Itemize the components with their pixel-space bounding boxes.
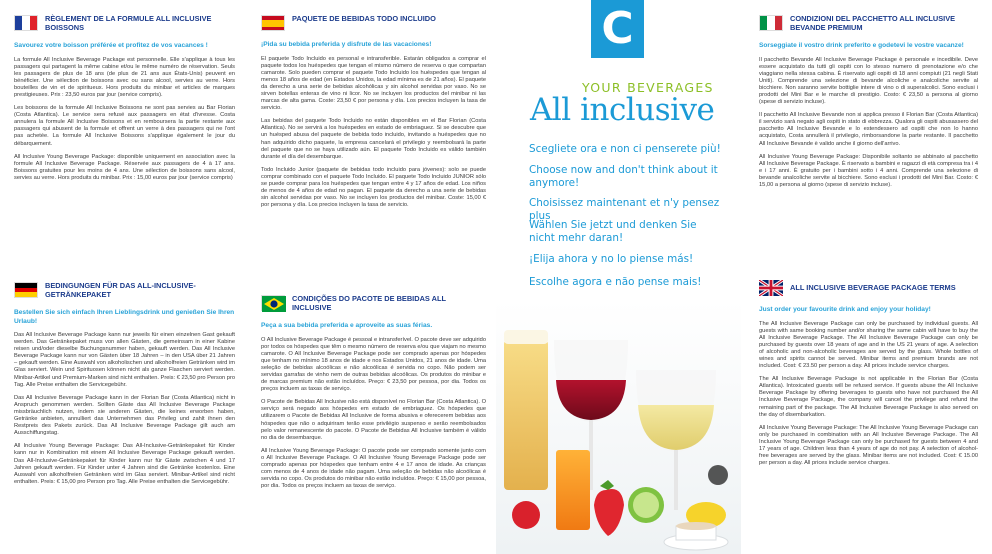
- section-es: [261, 14, 486, 215]
- section-subtitle-it: Sorseggiate il vostro drink preferito e godetevi le vostre vacanze!: [759, 42, 964, 49]
- flag-uk-icon: [759, 280, 783, 296]
- flag-germany-icon: [14, 282, 38, 298]
- paragraph: The All Inclusive Beverage Package can only be purchased by individual guests. All guests with same booking number and/or sharing the same cabin will have to buy the All Inclusive Beverage Package. The All Inclusive Beverage Package can only be purchased by guests over 18 years of age and in the US 21 years of age. A selection of alcoholic and non-alcoholic beverages are served by the glass. Whole bottles of wines and spirits cannot be served. Minibar items and premium brands are not included. Cost: € 23.50 per person a day. All prices include service charges.: [759, 320, 978, 370]
- paragraph: All Inclusive Young Beverage Package: Das All-Inclusive-Getränkepaket für Kinder kann nur in Kombination mit einem All Inclusive Beverage Package gekauft werden. Das All-Inclusive-Getränkepaket für Kinder kann nur für Gäste zwischen 4 und 17 Jahren gekauft werden. Für Kinder unter 4 Jahren sind die Getränke kostenlos. Eine Auswahl von alkoholfreien Getränken wird im Glas serviert. Minibar-Artikel sind nicht enthalten. Preis: € 15,00 pro Person pro Tag. Alle Preise enthalten die Servicegebühr.: [14, 443, 235, 485]
- section-title-es: PAQUETE DE BEBIDAS TODO INCLUIDO: [292, 14, 436, 23]
- paragraph: Todo Incluido Junior (paquete de bebidas todo incluido para jóvenes): solo se puede comprar combinado con el paquete Todo Incluido. El paquete Todo Incluido JUNIOR sólo se puede comprar para los huéspedes que tengan entre 4 y 17 años de edad. Los niños de menos de 4 años de edad no pagan. El paquete da derecho a una serie de bebidas sin alcohol servidas por vaso. No se incluyen los productos del minibar. Coste: 15,00 € por persona y día. Los precios incluyen la tasa de servicio.: [261, 166, 486, 209]
- section-title-fr: RÈGLEMENT DE LA FORMULE ALL INCLUSIVE BOISSONS: [45, 14, 212, 32]
- headline: All inclusive: [530, 92, 715, 128]
- flag-brazil-icon: [261, 295, 285, 311]
- paragraph: Les boissons de la formule All Inclusive Boissons ne sont pas servies au Bar Florian (Costa Atlantica). Le service sera refusé aux passagers en état d'ivresse. Costa annulera la formule All Inclusive Boissons et en remboursera la partie restante aux passagers qui abusent de la formule et offrent un verre à des passagers qui ne l'ont pas achetée. La formule All Inclusive Boissons s'applique également le jour du débarquement.: [14, 105, 235, 147]
- slogan-de: Wählen Sie jetzt und denken Sie nicht mehr daran!: [529, 219, 697, 244]
- drinks-photo: [496, 300, 741, 554]
- paragraph: Las bebidas del paquete Todo Incluido no están disponibles en el Bar Florian (Costa Atlantica). No se servirá a los huéspedes en estado de embriaguez. Si se descubre que un huésped abusa del paquete de bebida todo incluido, invitando a huéspedes que no han adquirido dicho paquete, la empresa cancelará el privilegio y reembolsará la parte del paquete que no se haya utilizado aún. El paquete Todo Incluido es válido también durante el día del desembarque.: [261, 118, 486, 160]
- section-subtitle-en: Just order your favourite drink and enjoy your holiday!: [759, 306, 931, 313]
- slogan-pt: Escolhe agora e não pense mais!: [529, 276, 702, 288]
- paragraph: Das All Inclusive Beverage Package kann nur jeweils für einen einzelnen Gast gekauft werden. Das Getränkepaket muss von allen Gästen, die gemeinsam in einer Kabine reisen und/oder dieselbe Buchungsnummer haben, gekauft werden. Das All Inclusive Beverage Package kann nur von Gästen über 18 Jahren – in den USA über 21 Jahren – gekauft werden. Eine Auswahl von alkoholischen und alkoholfreien Getränken wird im Glas serviert. Wein und Spirituosen können nicht als ganze Flaschen serviert werden. Minibar-Artikel und Premium-Marken sind nicht enthalten. Preis: € 23,50 pro Person pro Tag. Alle Preise enthalten die Servicegebühr.: [14, 332, 235, 388]
- paragraph: Das All Inclusive Beverage Package kann in der Florian Bar (Costa Atlantica) nicht in Anspruch genommen werden. Sollten Gäste das All Inclusive Beverage Package missbräuchlich nutzen, indem sie anderen Gästen, die keines erworben haben, Getränke anbieten, annulliert das Unternehmen das Privileg und zahlt ihnen den Restpreis des Pakets zurück. Das All Inclusive Beverage Package gilt auch am Ausschiffungstag.: [14, 394, 235, 437]
- paragraph: La formule All Inclusive Beverage Package est personnelle. Elle s'applique à tous les passagers qui partagent la même cabine et/ou le même numéro de réservation. Seuls les passagers de plus de 18 ans (de plus de 21 ans aux États-Unis) peuvent en bénéficier. Une sélection de boissons avec ou sans alcool, servies au verre. Hors bouteilles de vin et de spiritueux. Hors produits du minibar et articles de marques prestigieuses. Prix : 23,50 euros par jour (service compris).: [14, 56, 235, 98]
- section-title-en: ALL INCLUSIVE BEVERAGE PACKAGE TERMS: [790, 283, 956, 292]
- paragraph: The All Inclusive Beverage Package is not applicable in the Florian Bar (Costa Atlantica). Intoxicated guests will be refused service. If guests abuse the All Inclusive Beverage Package by offering beverages to guests who have not purchased the All Inclusive Beverage Package, the company will cancel the privilege and refund the remaining part of the package. The All Inclusive Beverage Package is also served on the day of disembarkation.: [759, 376, 978, 418]
- paragraph: All Inclusive Young Beverage Package: O pacote pode ser comprado somente junto com o All Inclusive Beverage Package. O All Inclusive Young Beverage Package pode ser comprado apenas por hóspedes que tenham entre 4 e 17 anos de idade. As crianças com menos de 4 anos de idade não pagam. Uma seleção de bebidas não alcoólicas é servida no copo. Os produtos do minibar não estão incluídos. Preço: € 15,00 por pessoa, por dia. Todos os preços incluem as taxas de serviço.: [261, 447, 486, 490]
- section-fr: [14, 14, 235, 188]
- section-subtitle-pt: Peça a sua bebida preferida e aproveite as suas férias.: [261, 322, 433, 329]
- section-it: [759, 14, 978, 195]
- paragraph: All Inclusive Young Beverage Package: The All Inclusive Young Beverage Package can only be purchased in combination with an All Inclusive Beverage Package. The All Inclusive Young Beverage Package can only be purchased for guests between 4 and 17 years of age. Children less than 4 years of age do not pay. A selection of alcohol-free beverages are served by the glass. Minibar items are not included. Cost: € 15.00 per person a day. All prices include service charges.: [759, 424, 979, 467]
- paragraph: Il pacchetto Bevande All Inclusive Beverage Package è personale e incedibile. Deve essere acquistato da tutti gli ospiti con lo stesso numero di prenotazione e/o che viaggiano nella stessa cabina. È riservato agli ospiti di 18 anni compiuti (21 negli Stati Uniti). Comprende una selezione di bevande alcoliche e analcoliche servite al bicchiere. Non saranno servite bottiglie intere di vino o di superalcolici. Sono esclusi i prodotti del Mini Bar e le marche di prestigio. Costo: € 23,50 a persona al giorno (spese di servizio incluse).: [759, 56, 978, 106]
- flag-spain-icon: [261, 15, 285, 31]
- slogan-es: ¡Elija ahora y no lo piense más!: [529, 253, 694, 265]
- logo-letter: C: [601, 3, 634, 54]
- section-title-de: BEDINGUNGEN FÜR DAS ALL-INCLUSIVE-GETRÄNKEPAKET: [45, 281, 196, 299]
- column-center: [496, 0, 741, 554]
- paragraph: All Inclusive Young Beverage Package: disponible uniquement en association avec la formule All Inclusive Beverage Package. Réservée aux passagers de 4 à 17 ans. Boissons gratuites pour les moins de 4 ans. Une sélection de boissons sans alcool, servies au verre. Hors produits du minibar. Prix : 15,00 euros par jour (service compris): [14, 153, 235, 181]
- paragraph: O Pacote de Bebidas All Inclusive não está disponível no Florian Bar (Costa Atlantica). O serviço será negado aos hóspedes em estado de embriaguez. Os hóspedes que utilizarem o Pacote de Bebidas All Inclusive de forma abusiva e oferecerem bebidas aos hóspedes que não o adquiriram terão esse privilégio suspenso e serão reembolsados pelo valor remanescente do pacote. O Pacote de Bebidas All Inclusive também é válido no dia de desembarque.: [261, 399, 486, 441]
- section-pt: [261, 294, 486, 496]
- costa-logo: [591, 0, 644, 58]
- section-title-pt: CONDIÇÕES DO PACOTE DE BEBIDAS ALL INCLUSIVE: [292, 294, 446, 312]
- slogan-fr: Choisissez maintenant et n'y pensez plus: [529, 197, 720, 222]
- slogan-en: Choose now and don't think about it anymore!: [529, 164, 718, 189]
- paragraph: All Inclusive Young Beverage Package: Disponibile soltanto se abbinato al pacchetto All Inclusive Beverage Package. È riservato a bambini e ragazzi di età compresa tra i 4 e i 17 anni. È gratuito per i bambini sotto i 4 anni. Comprende una selezione di bevande analcoliche servite al bicchiere. Sono esclusi i prodotti del Mini Bar. Costo: € 15,00 a persona al giorno (spese di servizio incluse).: [759, 153, 978, 188]
- section-subtitle-de: Bestellen Sie sich einfach Ihren Lieblingsdrink und genießen Sie Ihren Urlaub!: [14, 309, 235, 325]
- section-en: [759, 279, 978, 473]
- paragraph: O All Inclusive Beverage Package é pessoal e intransferível. O pacote deve ser adquirido por todos os hóspedes que têm o mesmo número de reserva e/ou que viajam no mesmo camarote. O All Inclusive Beverage Package pode ser comprado apenas por hóspedes que tenham no mínimo 18 anos de idade e nos Estados Unidos, 21 anos de idade. Uma seleção de bebidas alcoólicas e não alcoólicas é servida no copo. Não podem ser servidas garrafas de vinho nem de outras bebidas alcoólicas. Os produtos do minibar e de marcas premium não estão incluídos. Preço: € 23,50 por pessoa, por dia. Todos os preços incluem as taxas de serviço.: [261, 336, 486, 393]
- slogan-it: Scegliete ora e non ci penserete più!: [529, 143, 721, 155]
- column-second: [249, 0, 496, 554]
- section-title-it: CONDIZIONI DEL PACCHETTO ALL INCLUSIVE BEVANDE PREMIUM: [790, 14, 956, 32]
- flag-italy-icon: [759, 15, 783, 31]
- paragraph: El paquete Todo Incluido es personal e intransferible. Estarán obligados a comprar el paquete todos los huéspedes que tengan el mismo número de reserva o que compartan camarote. Solo pueden comprar el paquete Todo Incluido los huéspedes que tengan al menos 18 años de edad (en Estados Unidos, la edad mínima es de 21 años). El paquete da derecho a una serie de bebidas alcohólicas y sin alcohol servidas por vaso. No se sirven botellas enteras de vino ni licor. No se incluyen los productos del minibar ni las marcas de alta gama. Coste: 23,50 € por persona y día. Los precios incluyen la tasa de servicio.: [261, 55, 486, 112]
- section-subtitle-fr: Savourez votre boisson préférée et profitez de vos vacances !: [14, 42, 208, 49]
- column-right: [743, 0, 992, 554]
- section-de: [14, 281, 235, 492]
- column-left: [0, 0, 245, 554]
- section-subtitle-es: ¡Pida su bebida preferida y disfrute de las vacaciones!: [261, 41, 432, 48]
- flag-france-icon: [14, 15, 38, 31]
- paragraph: Il pacchetto All Inclusive Bevande non si applica presso il Florian Bar (Costa Atlantica) il servizio sarà negato agli ospiti in stato di ebbrezza. Qualora gli ospiti abusassero del pacchetto All Inclusive Bevande e lo estendessero ad ospiti che non lo hanno acquistato, Costa annullerà il privilegio, rimborsandone la parte restante. Il pacchetto All Inclusive Bevande è valido anche il giorno dell'arrivo.: [759, 112, 978, 147]
- tagline: YOUR BEVERAGES: [582, 80, 714, 95]
